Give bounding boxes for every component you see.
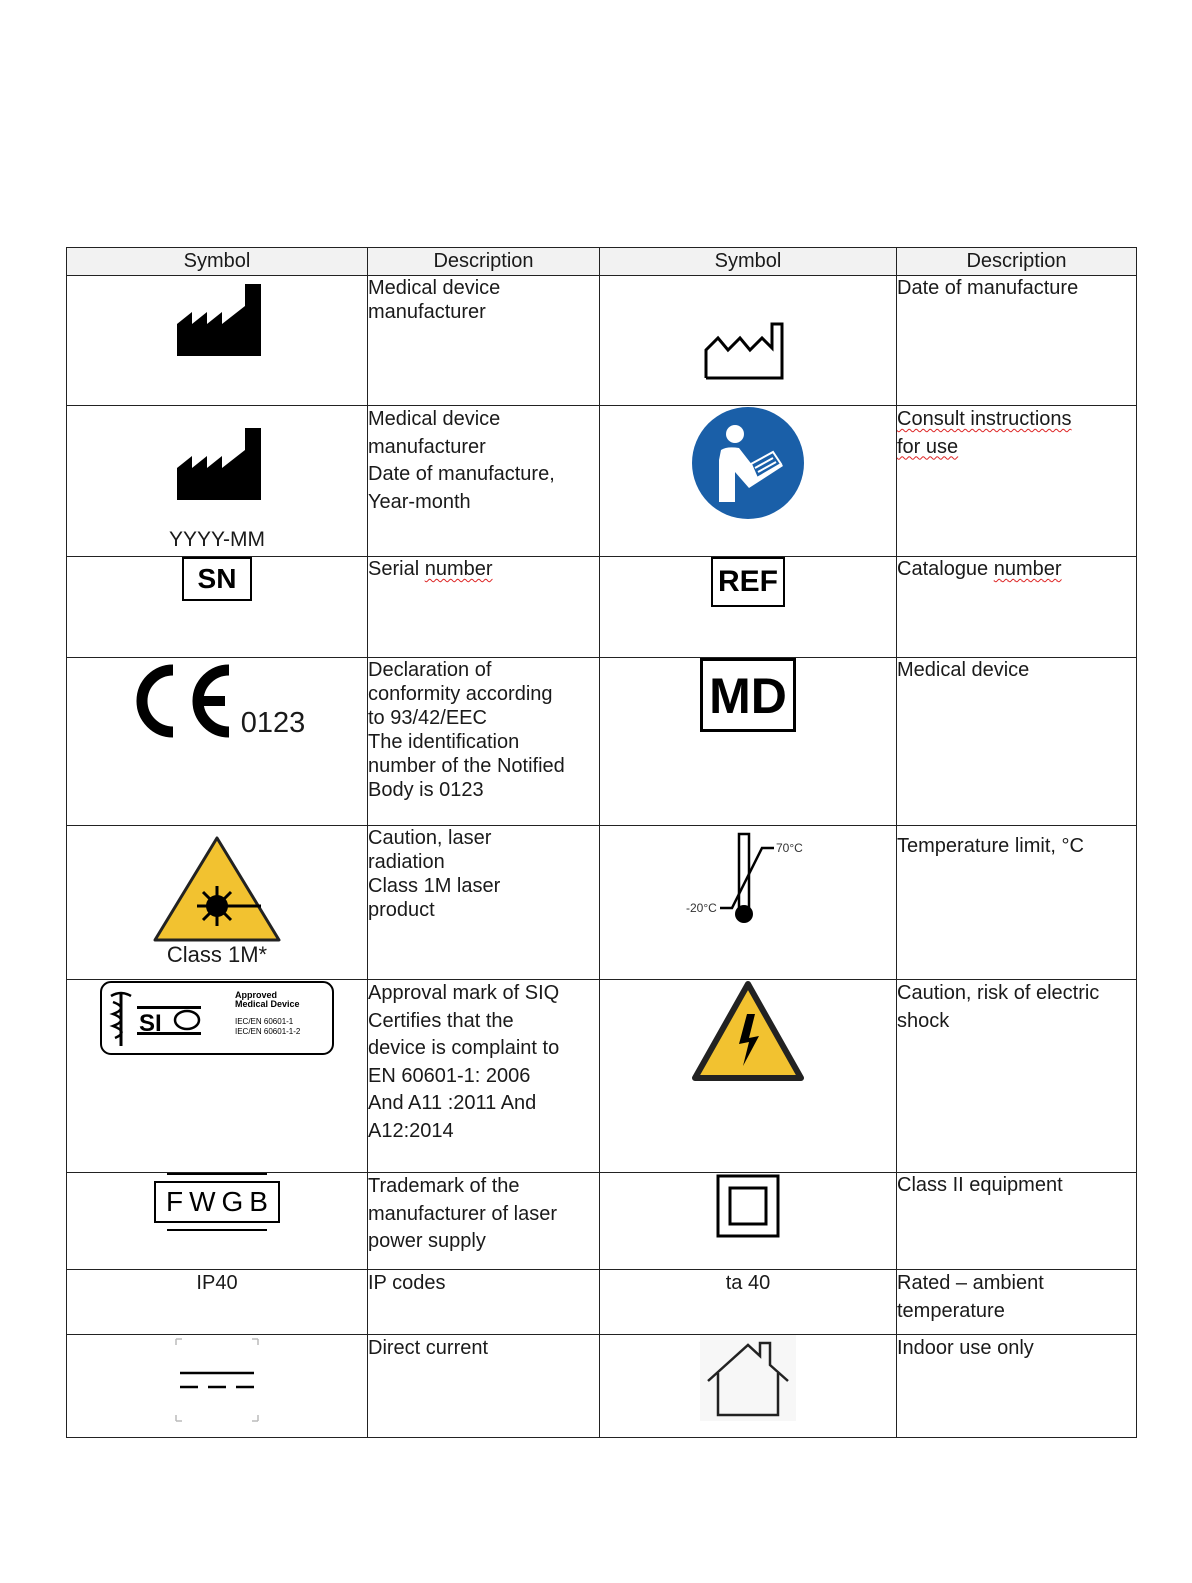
- description-cell: Date of manufacture: [897, 276, 1137, 406]
- table-row: [67, 1335, 1137, 1438]
- description-cell: Catalogue number: [897, 557, 1137, 658]
- ce-mark-icon: [67, 664, 367, 738]
- table-row: [67, 658, 1137, 826]
- serial-number-icon: SN: [182, 557, 253, 601]
- table-row: [67, 1270, 1137, 1335]
- symbol-cell: [67, 276, 368, 406]
- description-cell: Caution, risk of electric shock: [897, 980, 1137, 1173]
- manufacturer-filled-icon: [167, 276, 267, 366]
- symbol-cell: [67, 658, 368, 826]
- symbol-cell: [67, 1335, 368, 1438]
- symbol-cell: [600, 1173, 897, 1270]
- svg-text:Approved: Approved: [235, 990, 278, 1000]
- symbols-table: [66, 247, 1137, 1438]
- svg-text:SI: SI: [139, 1010, 162, 1037]
- ambient-temperature-text: ta 40: [725, 1272, 771, 1294]
- symbol-cell: [67, 1173, 368, 1270]
- header-description: Description: [897, 248, 1137, 276]
- description-cell: Indoor use only: [897, 1335, 1137, 1438]
- laser-warning-icon: [151, 834, 283, 944]
- symbol-cell: [600, 826, 897, 980]
- symbol-cell: [67, 557, 368, 658]
- table-row: [67, 557, 1137, 658]
- date-of-manufacture-outline-icon: [698, 294, 798, 384]
- symbol-cell: [600, 980, 897, 1173]
- table-row: [67, 276, 1137, 406]
- symbol-cell: [600, 1335, 897, 1438]
- table-row: [67, 980, 1137, 1173]
- siq-approval-mark-icon: [99, 980, 335, 1056]
- symbol-cell: [600, 1270, 897, 1335]
- medical-device-icon: MD: [700, 658, 796, 732]
- description-cell: Declaration of conformity according to 93/42/EEC The identification number of the Notified Body is 0123: [368, 658, 600, 826]
- symbol-cell: [600, 658, 897, 826]
- svg-text:Medical Device: Medical Device: [235, 999, 300, 1009]
- consult-instructions-icon: [691, 406, 805, 520]
- symbol-cell: [600, 557, 897, 658]
- svg-text:IEC/EN 60601-1-2: IEC/EN 60601-1-2: [235, 1027, 301, 1036]
- table-row: [67, 1173, 1137, 1270]
- symbol-cell: [67, 980, 368, 1173]
- description-cell: Serial number: [368, 557, 600, 658]
- table-row: [67, 406, 1137, 557]
- header-description: Description: [368, 248, 600, 276]
- description-cell: Trademark of the manufacturer of laser power supply: [368, 1173, 600, 1270]
- header-symbol: Symbol: [600, 248, 897, 276]
- description-cell: Medical device manufacturer: [368, 276, 600, 406]
- indoor-use-icon: [700, 1335, 796, 1421]
- symbol-caption: YYYY-MM: [168, 528, 266, 551]
- notified-body-number: 0123: [240, 707, 306, 739]
- catalogue-number-icon: REF: [711, 557, 785, 607]
- class-ii-equipment-icon: [715, 1173, 781, 1239]
- description-cell: Temperature limit, °C: [897, 826, 1137, 980]
- fwgb-trademark-icon: FWGB: [154, 1173, 280, 1231]
- description-cell: Approval mark of SIQ Certifies that the device is complaint to EN 60601-1: 2006 And A11 :2011 And A12:2014: [368, 980, 600, 1173]
- symbol-cell: [67, 1270, 368, 1335]
- lower-limit-label: -20°C: [686, 901, 717, 915]
- symbol-cell: [600, 276, 897, 406]
- ip-code-text: IP40: [196, 1272, 238, 1294]
- direct-current-icon: [172, 1335, 262, 1425]
- table-row: [67, 826, 1137, 980]
- svg-text:IEC/EN 60601-1: IEC/EN 60601-1: [235, 1017, 294, 1026]
- symbol-cell: [600, 406, 897, 557]
- manufacturer-filled-icon: [167, 422, 267, 510]
- symbol-caption: Class 1M*: [166, 942, 268, 967]
- description-cell: Medical device: [897, 658, 1137, 826]
- description-cell: Rated – ambient temperature: [897, 1270, 1137, 1335]
- symbol-cell: [67, 826, 368, 980]
- header-row: [67, 248, 1137, 276]
- symbol-cell: [67, 406, 368, 557]
- description-cell: Class II equipment: [897, 1173, 1137, 1270]
- ce-letters-icon: [129, 664, 239, 738]
- description-cell: Medical device manufacturer Date of manufacture, Year-month: [368, 406, 600, 557]
- temperature-limit-icon: [678, 826, 818, 926]
- description-cell: Consult instructions for use: [897, 406, 1137, 557]
- description-cell: IP codes: [368, 1270, 600, 1335]
- description-cell: Direct current: [368, 1335, 600, 1438]
- description-cell: Caution, laser radiation Class 1M laser product: [368, 826, 600, 980]
- electric-shock-warning-icon: [691, 980, 805, 1084]
- upper-limit-label: 70°C: [776, 841, 803, 855]
- header-symbol: Symbol: [67, 248, 368, 276]
